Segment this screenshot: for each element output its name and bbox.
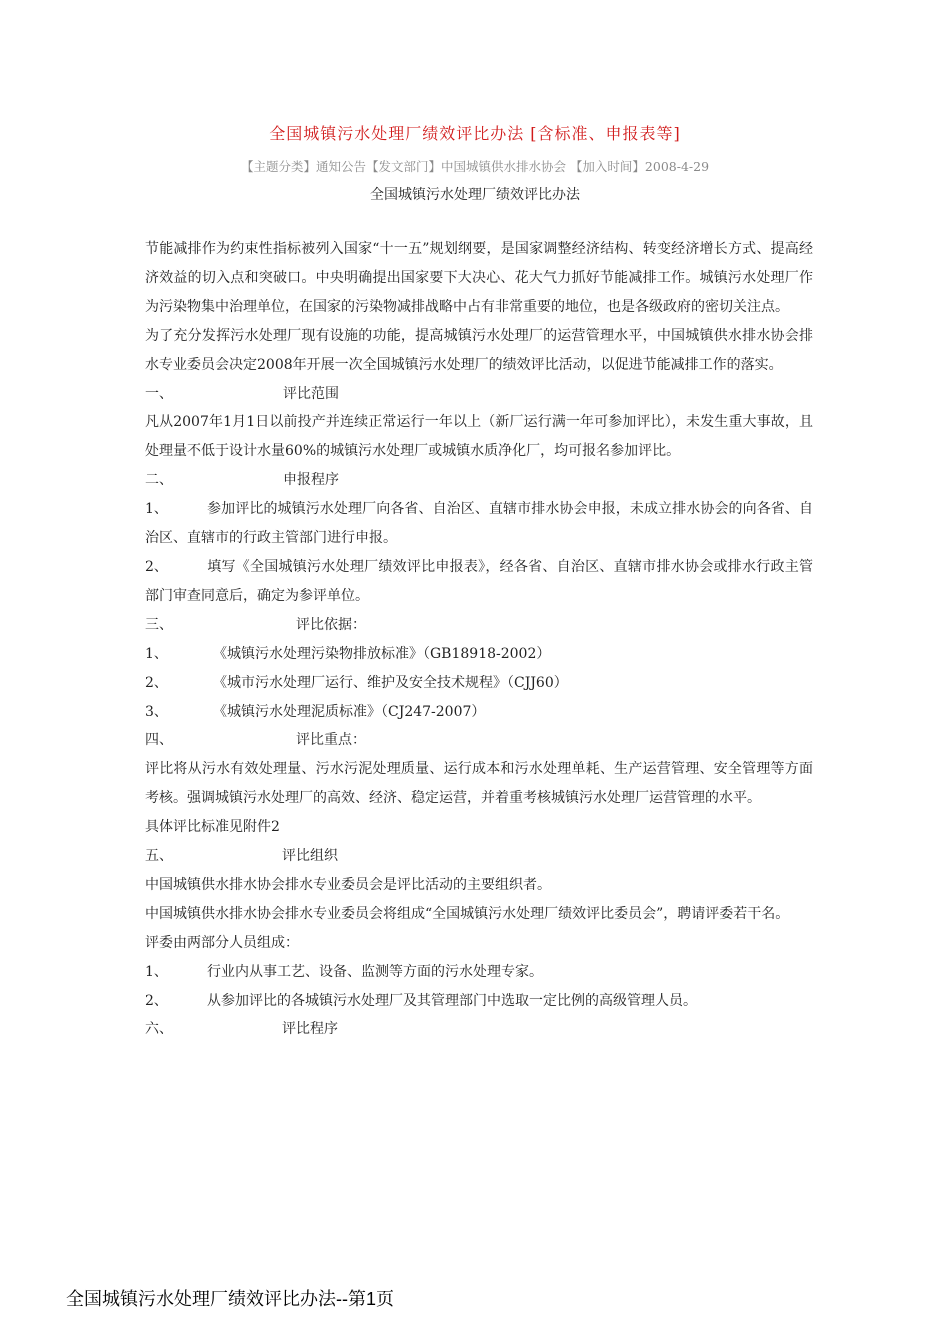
section-number: 五、	[145, 848, 173, 865]
list-item	[145, 987, 813, 1016]
page-footer: 全国城镇污水处理厂绩效评比办法--第1页	[66, 1289, 394, 1309]
section-4-note: 具体评比标准见附件2	[145, 819, 280, 836]
list-item	[145, 698, 813, 727]
list-item-text: 《城镇污水处理污染物排放标准》（GB18918-2002）	[213, 645, 551, 662]
intro-paragraph-2: 为了充分发挥污水处理厂现有设施的功能，提高城镇污水处理厂的运营管理水平，中国城镇供水排水协会排水专业委员会决定2008年开展一次全国城镇污水处理厂的绩效评比活动，以促进节能减排工作的落实。	[145, 327, 813, 373]
section-heading-5	[145, 842, 813, 871]
section-heading-4	[145, 726, 813, 755]
section-title: 评比依据：	[296, 616, 366, 633]
document-meta: 【主题分类】通知公告【发文部门】中国城镇供水排水协会 【加入时间】2008-4-29	[240, 159, 710, 174]
list-item-number: 2、	[145, 558, 168, 575]
section-number: 六、	[145, 1021, 173, 1038]
section-5-paragraph-3: 评委由两部分人员组成：	[145, 934, 299, 951]
section-title: 评比重点：	[296, 732, 366, 749]
list-item-text: 《城镇污水处理泥质标准》（CJ247-2007）	[213, 703, 486, 720]
list-item-text: 参加评比的城镇污水处理厂向各省、自治区、直辖市排水协会申报，未成立排水协会的向各省、自治区、直辖市的行政主管部门进行申报。	[145, 501, 813, 547]
list-item-text: 《城市污水处理厂运行、维护及安全技术规程》（CJJ60）	[213, 674, 568, 691]
section-heading-1	[145, 380, 813, 409]
document-body	[145, 235, 813, 1044]
section-heading-3	[145, 611, 813, 640]
list-item-number: 3、	[145, 703, 168, 720]
section-title: 评比程序	[282, 1021, 338, 1038]
list-item-number: 2、	[145, 674, 168, 691]
section-number: 一、	[145, 385, 173, 402]
list-item	[145, 669, 813, 698]
list-item-number: 1、	[145, 963, 168, 980]
list-item-number: 1、	[145, 501, 168, 518]
section-5-paragraph-1: 中国城镇供水排水协会排水专业委员会是评比活动的主要组织者。	[145, 876, 551, 893]
list-item	[145, 958, 813, 987]
list-item	[145, 553, 813, 611]
document-title: 全国城镇污水处理厂绩效评比办法 [含标准、申报表等]	[269, 124, 681, 143]
section-heading-2	[145, 466, 813, 495]
list-item	[145, 495, 813, 553]
section-title: 评比组织	[282, 848, 338, 865]
section-number: 二、	[145, 472, 173, 489]
section-4-paragraph: 评比将从污水有效处理量、污水污泥处理质量、运行成本和污水处理单耗、生产运营管理、安全管理等方面考核。强调城镇污水处理厂的高效、经济、稳定运营，并着重考核城镇污水处理厂运营管理的水平。	[145, 761, 813, 807]
list-item	[145, 640, 813, 669]
section-number: 四、	[145, 732, 173, 749]
document-subtitle: 全国城镇污水处理厂绩效评比办法	[370, 187, 580, 203]
section-title: 评比范围	[283, 385, 339, 402]
section-1-paragraph: 凡从2007年1月1日以前投产并连续正常运行一年以上（新厂运行满一年可参加评比），未发生重大事故，且处理量不低于设计水量60%的城镇污水处理厂或城镇水质净化厂，均可报名参加评比。	[145, 414, 813, 460]
list-item-text: 从参加评比的各城镇污水处理厂及其管理部门中选取一定比例的高级管理人员。	[207, 992, 697, 1009]
list-item-text: 填写《全国城镇污水处理厂绩效评比申报表》，经各省、自治区、直辖市排水协会或排水行政主管部门审查同意后，确定为参评单位。	[145, 558, 813, 604]
section-5-paragraph-2: 中国城镇供水排水协会排水专业委员会将组成“全国城镇污水处理厂绩效评比委员会”，聘请评委若干名。	[145, 905, 790, 922]
section-heading-6	[145, 1015, 813, 1044]
section-title: 申报程序	[283, 472, 339, 489]
list-item-number: 1、	[145, 645, 168, 662]
intro-paragraph-1: 节能减排作为约束性指标被列入国家“十一五”规划纲要，是国家调整经济结构、转变经济增长方式、提高经济效益的切入点和突破口。中央明确提出国家要下大决心、花大气力抓好节能减排工作。城镇污水处理厂作为污染物集中治理单位，在国家的污染物减排战略中占有非常重要的地位，也是各级政府的密切关注点。	[145, 241, 813, 315]
list-item-text: 行业内从事工艺、设备、监测等方面的污水处理专家。	[207, 963, 543, 980]
section-number: 三、	[145, 616, 173, 633]
list-item-number: 2、	[145, 992, 168, 1009]
